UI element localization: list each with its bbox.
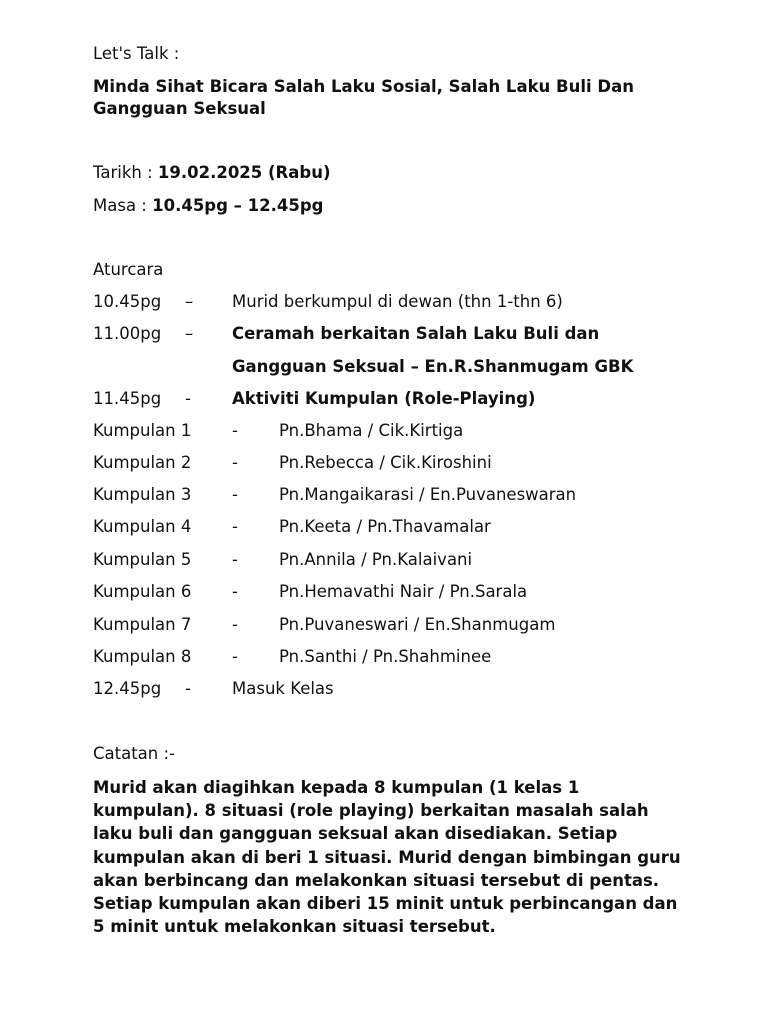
group-name: Kumpulan 5 bbox=[93, 550, 192, 569]
group-teachers: Pn.Santhi / Pn.Shahminee bbox=[279, 647, 492, 666]
group-dash: - bbox=[232, 485, 238, 504]
group-dash: - bbox=[232, 421, 238, 440]
agenda-dash: – bbox=[185, 324, 194, 343]
agenda-row bbox=[0, 323, 768, 345]
agenda-dash: - bbox=[185, 389, 191, 408]
group-teachers: Pn.Keeta / Pn.Thavamalar bbox=[279, 517, 491, 536]
group-teachers: Pn.Rebecca / Cik.Kiroshini bbox=[279, 453, 492, 472]
group-row bbox=[0, 581, 768, 603]
group-name: Kumpulan 2 bbox=[93, 453, 192, 472]
closing-dash: - bbox=[185, 679, 191, 698]
group-row bbox=[0, 420, 768, 442]
group-name: Kumpulan 1 bbox=[93, 421, 192, 440]
group-row bbox=[0, 614, 768, 636]
closing-text: Masuk Kelas bbox=[232, 679, 334, 698]
agenda-text: Ceramah berkaitan Salah Laku Buli dan bbox=[232, 324, 600, 343]
group-row bbox=[0, 484, 768, 506]
group-dash: - bbox=[232, 615, 238, 634]
agenda-text: Murid berkumpul di dewan (thn 1-thn 6) bbox=[232, 292, 563, 311]
agenda-row bbox=[0, 291, 768, 313]
time-line bbox=[93, 195, 323, 217]
intro-text: Let's Talk : bbox=[93, 44, 180, 63]
group-teachers: Pn.Puvaneswari / En.Shanmugam bbox=[279, 615, 556, 634]
closing-row bbox=[0, 678, 768, 700]
agenda-row bbox=[0, 356, 768, 378]
group-dash: - bbox=[232, 453, 238, 472]
agenda-heading: Aturcara bbox=[93, 260, 164, 279]
group-dash: - bbox=[232, 647, 238, 666]
group-row bbox=[0, 646, 768, 668]
group-row bbox=[0, 549, 768, 571]
group-row bbox=[0, 452, 768, 474]
group-name: Kumpulan 8 bbox=[93, 647, 192, 666]
group-dash: - bbox=[232, 550, 238, 569]
agenda-dash: – bbox=[185, 292, 194, 311]
group-name: Kumpulan 4 bbox=[93, 517, 192, 536]
agenda-row bbox=[0, 388, 768, 410]
document-title: Minda Sihat Bicara Salah Laku Sosial, Salah Laku Buli Dan Gangguan Seksual bbox=[93, 77, 635, 118]
time-label: Masa : bbox=[93, 196, 153, 215]
date-label: Tarikh : bbox=[93, 163, 158, 182]
group-dash: - bbox=[232, 517, 238, 536]
group-dash: - bbox=[232, 582, 238, 601]
agenda-time: 10.45pg bbox=[93, 292, 162, 311]
closing-time: 12.45pg bbox=[93, 679, 162, 698]
notes-heading: Catatan :- bbox=[93, 744, 176, 763]
group-name: Kumpulan 7 bbox=[93, 615, 192, 634]
agenda-time: 11.45pg bbox=[93, 389, 162, 408]
time-value: 10.45pg – 12.45pg bbox=[152, 196, 324, 215]
group-teachers: Pn.Annila / Pn.Kalaivani bbox=[279, 550, 473, 569]
date-value: 19.02.2025 (Rabu) bbox=[157, 163, 331, 182]
date-line bbox=[93, 162, 331, 184]
group-teachers: Pn.Bhama / Cik.Kirtiga bbox=[279, 421, 464, 440]
group-name: Kumpulan 3 bbox=[93, 485, 192, 504]
agenda-text: Gangguan Seksual – En.R.Shanmugam GBK bbox=[232, 357, 634, 376]
group-name: Kumpulan 6 bbox=[93, 582, 192, 601]
notes-paragraph: Murid akan diagihkan kepada 8 kumpulan (1 kelas 1 kumpulan). 8 situasi (role playing) berkaitan masalah salah laku buli dan gangguan seksual akan disediakan. Setiap kumpulan akan di beri 1 situasi. Murid dengan bimbingan guru akan berbincang dan melakonkan situasi tersebut di pentas. Setiap kumpulan akan diberi 15 minit untuk perbincangan dan 5 minit untuk melakonkan situasi tersebut. bbox=[93, 778, 681, 937]
group-teachers: Pn.Hemavathi Nair / Pn.Sarala bbox=[279, 582, 528, 601]
agenda-time: 11.00pg bbox=[93, 324, 162, 343]
agenda-text: Aktiviti Kumpulan (Role-Playing) bbox=[232, 389, 536, 408]
group-row bbox=[0, 516, 768, 538]
group-teachers: Pn.Mangaikarasi / En.Puvaneswaran bbox=[279, 485, 577, 504]
